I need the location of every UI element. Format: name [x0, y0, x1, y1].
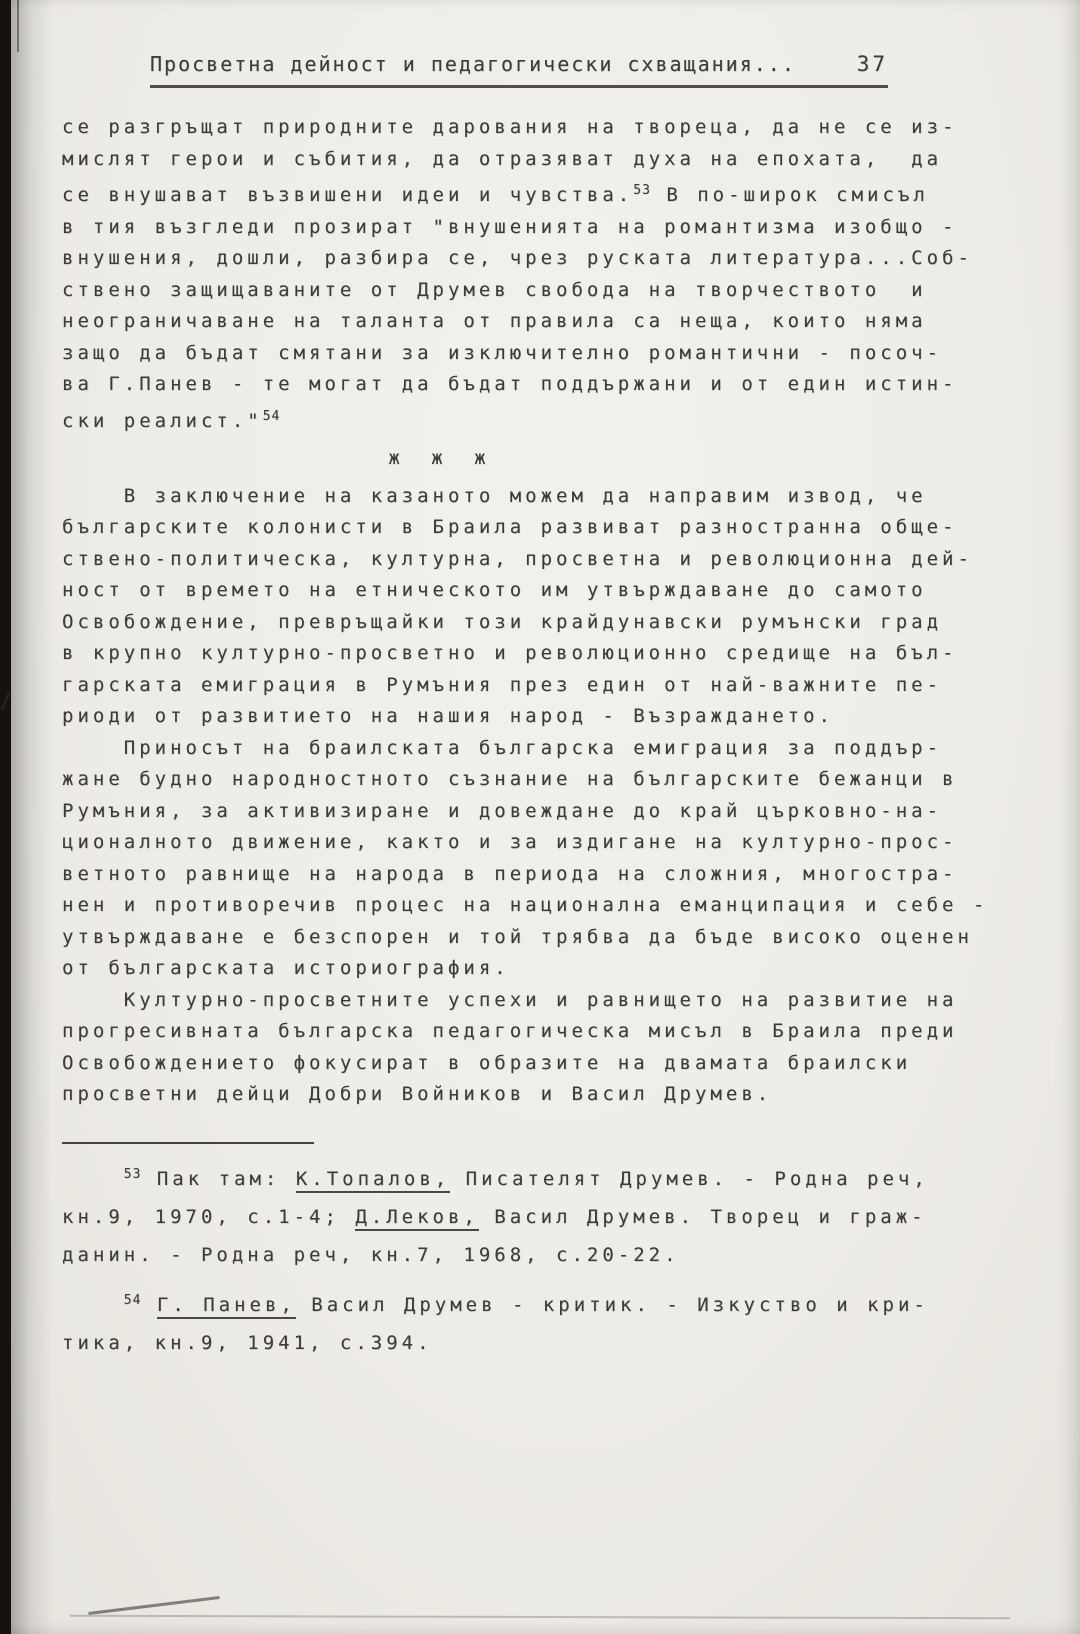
text-line: данин. - Родна реч, кн.7, 1968, с.20-22.: [62, 1244, 680, 1266]
footnote-54: [62, 1282, 1030, 1362]
text-line: Румъния, за активизиране и довеждане до край църковно-на-: [62, 799, 943, 822]
text-line: ствено-политическа, културна, просветна и революционна дей-: [62, 547, 973, 570]
text-line: прогресивната българска педагогическа мисъл в Браила преди: [62, 1020, 958, 1042]
text-line: риоди от развитието на нашия народ - Възраждането.: [62, 705, 834, 727]
scan-artifact-top-line: [17, 0, 19, 52]
text-line: ски реалист."$^{54}$: [62, 408, 281, 432]
paragraph-conclusion-2: [62, 733, 1030, 985]
text-line: ствено защищаваните от Друмев свобода на творчеството и: [62, 278, 927, 301]
text-line: жане будно народностното съзнание на българските бежанци в: [62, 768, 958, 790]
text-line: ционалното движение, както и за издигане на културно-прос-: [62, 831, 958, 853]
section-break: ж ж ж: [388, 447, 496, 469]
text-line: ва Г.Панев - те могат да бъдат поддържани и от един истин-: [62, 373, 958, 395]
text-line: Културно-просветните успехи и равнището на развитие на: [62, 988, 958, 1011]
text-line: тика, кн.9, 1941, с.394.: [62, 1332, 433, 1354]
book-gutter-shadow: [0, 0, 11, 1634]
text-line: кн.9, 1970, с.1-4; Д.Леков, Васил Друмев. Творец и граж-: [62, 1198, 1030, 1236]
text-line: гарската емиграция в Румъния през един от най-важните пе-: [62, 673, 943, 696]
text-line: в тия възгледи прозират "внушенията на романтизма изобщо -: [62, 215, 958, 238]
page-number: 37: [856, 52, 888, 76]
text-line: неограничаване на таланта от правила са неща, които няма: [62, 310, 927, 332]
body-text: [62, 112, 1030, 1111]
text-line: просветни дейци Добри Войников и Васил Друмев.: [62, 1083, 773, 1105]
scan-artifact-bottom-line: [70, 1615, 1010, 1619]
paragraph-conclusion-3: [62, 985, 1030, 1111]
text-line: внушения, дошли, разбира се, чрез руската литература...Соб-: [62, 247, 973, 269]
text-line: се внушават възвишени идеи и чувства.$^{53}$ В по-широк смисъл: [62, 183, 929, 206]
text-line: се разгръщат природните дарования на твореца, да не се из-: [62, 116, 958, 138]
paragraph-continuation: [62, 112, 1030, 437]
text-line: Освобождение, превръщайки този крайдунавски румънски град: [62, 610, 943, 633]
text-line: $^{53}$ Пак там: К.Топалов, Писателят Друмев. - Родна реч,: [62, 1156, 1030, 1198]
text-line: мислят герои и събития, да отразяват духа на епохата, да: [62, 147, 943, 170]
text-line: нен и противоречив процес на национална еманципация и себе -: [62, 894, 989, 916]
text-line: утвърждаване е безспорен и той трябва да бъде високо оценен: [62, 925, 973, 948]
text-line: ност от времето на етническото им утвърждаване до самото: [62, 579, 927, 601]
text-line: Освобождението фокусират в образите на двамата браилски: [62, 1051, 912, 1074]
footnote-separator: [62, 1142, 314, 1144]
text-line: Приносът на браилската българска емиграция за поддър-: [62, 736, 943, 759]
text-line: В заключение на казаното можем да направим извод, че: [62, 484, 927, 507]
text-line: $^{54}$ Г. Панев, Васил Друмев - критик. - Изкуство и кри-: [62, 1282, 1030, 1324]
text-line: ветното равнище на народа в периода на сложния, многостра-: [62, 862, 958, 885]
text-line: в крупно културно-просветно и революционно средище на бъл-: [62, 642, 958, 664]
gutter-fade: [11, 0, 53, 1634]
scan-artifact-bottom-mark: [88, 1596, 219, 1615]
header-title: Просветна дейност и педагогически схващания...: [150, 52, 796, 76]
text-line: българските колонисти в Браила развиват разностранна обще-: [62, 516, 958, 538]
footnote-53: [62, 1156, 1030, 1274]
paragraph-conclusion-1: [62, 481, 1030, 733]
text-line: защо да бъдат смятани за изключително романтични - посоч-: [62, 341, 943, 364]
text-line: от българската историография.: [62, 957, 510, 979]
running-header: [150, 52, 888, 88]
